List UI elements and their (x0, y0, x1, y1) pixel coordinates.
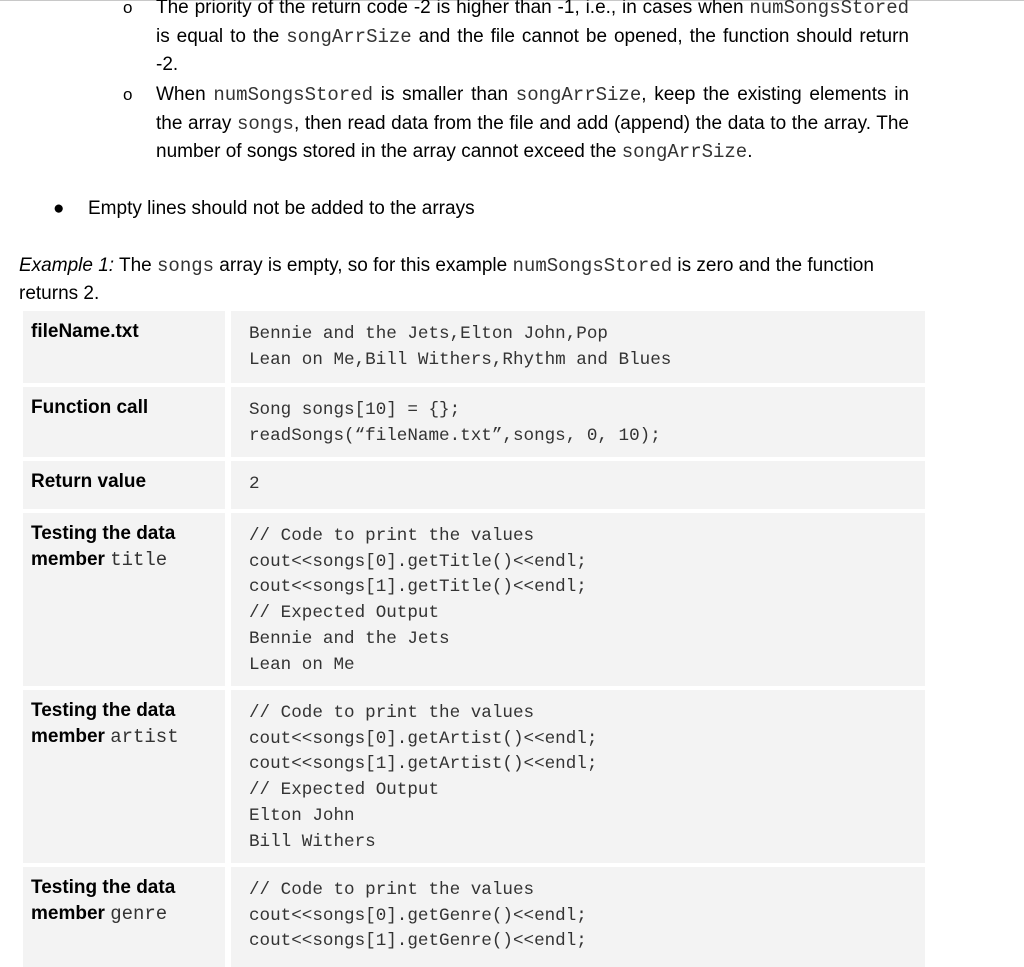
bullet-marker: ● (53, 198, 65, 219)
example-text: The (114, 255, 158, 276)
row-label (23, 513, 225, 686)
example-text: array is empty, so for this example (214, 255, 513, 276)
table-row (20, 461, 928, 509)
bullet-text: . (747, 141, 753, 163)
table-row (20, 387, 928, 457)
example-text: is zero and the function returns 2. (19, 255, 874, 304)
sub-bullet-marker: o (123, 85, 133, 104)
row-label: Return value (23, 461, 225, 509)
inline-code: songArrSize (286, 25, 412, 48)
inline-code: songs (236, 112, 294, 135)
example-label: Example 1: (19, 255, 115, 276)
bullet-priority-return-code (156, 0, 909, 80)
row-value: 2 (231, 461, 925, 509)
inline-code: numSongsStored (213, 84, 373, 106)
table-row (20, 513, 928, 686)
inline-code: songs (157, 255, 215, 277)
row-label-code: artist (110, 726, 179, 748)
row-value: Bennie and the Jets,Elton John,Pop Lean on Me,Bill Withers,Rhythm and Blues (231, 311, 925, 383)
bullet-text: , keep the existing elements in the array (156, 84, 909, 134)
inline-code: numSongsStored (512, 255, 673, 277)
row-label: fileName.txt (23, 311, 225, 383)
row-label: Function call (23, 387, 225, 457)
bullet-text: , then read data from the file and add (append) the data to the array. The number of songs stored in the array cannot exceed the (156, 112, 909, 163)
row-label-text: Testing the data member (31, 523, 176, 570)
row-label-code: genre (110, 903, 168, 925)
row-value: // Code to print the values cout<<songs[0].getTitle()<<endl; cout<<songs[1].getTitle()<<endl; // Expected Output Bennie and the Jets Lean on Me (231, 513, 925, 686)
inline-code: songArrSize (515, 84, 642, 106)
bullet-text: When (156, 84, 214, 105)
bullet-text: is smaller than (373, 84, 516, 105)
bullet-text: The priority of the return code -2 is higher than -1, i.e., in cases when (156, 0, 744, 18)
table-row (20, 311, 928, 383)
bullet-text: and the file cannot be opened, the function should return -2. (156, 25, 909, 76)
row-value: Song songs[10] = {}; readSongs(“fileName.txt”,songs, 0, 10); (231, 387, 925, 457)
table-row (20, 867, 928, 967)
row-label (23, 867, 225, 967)
row-label-text: Testing the data member (31, 877, 176, 924)
row-value: // Code to print the values cout<<songs[0].getGenre()<<endl; cout<<songs[1].getGenre()<<endl; (231, 867, 925, 967)
inline-code: songArrSize (621, 141, 748, 164)
bullet-text: is equal to the (156, 25, 287, 47)
inline-code: numSongsStored (749, 0, 910, 19)
row-label-code: title (110, 549, 168, 571)
table-row (20, 690, 928, 863)
bullet-empty-lines: Empty lines should not be added to the arrays (88, 198, 475, 219)
example-paragraph (19, 252, 909, 308)
bullet-append-songs (156, 81, 909, 167)
sub-bullet-marker: o (123, 0, 133, 17)
row-value: // Code to print the values cout<<songs[0].getArtist()<<endl; cout<<songs[1].getArtist()<<endl; // Expected Output Elton John Bill Withers (231, 690, 925, 863)
row-label-text: Testing the data member (31, 700, 176, 747)
row-label (23, 690, 225, 863)
